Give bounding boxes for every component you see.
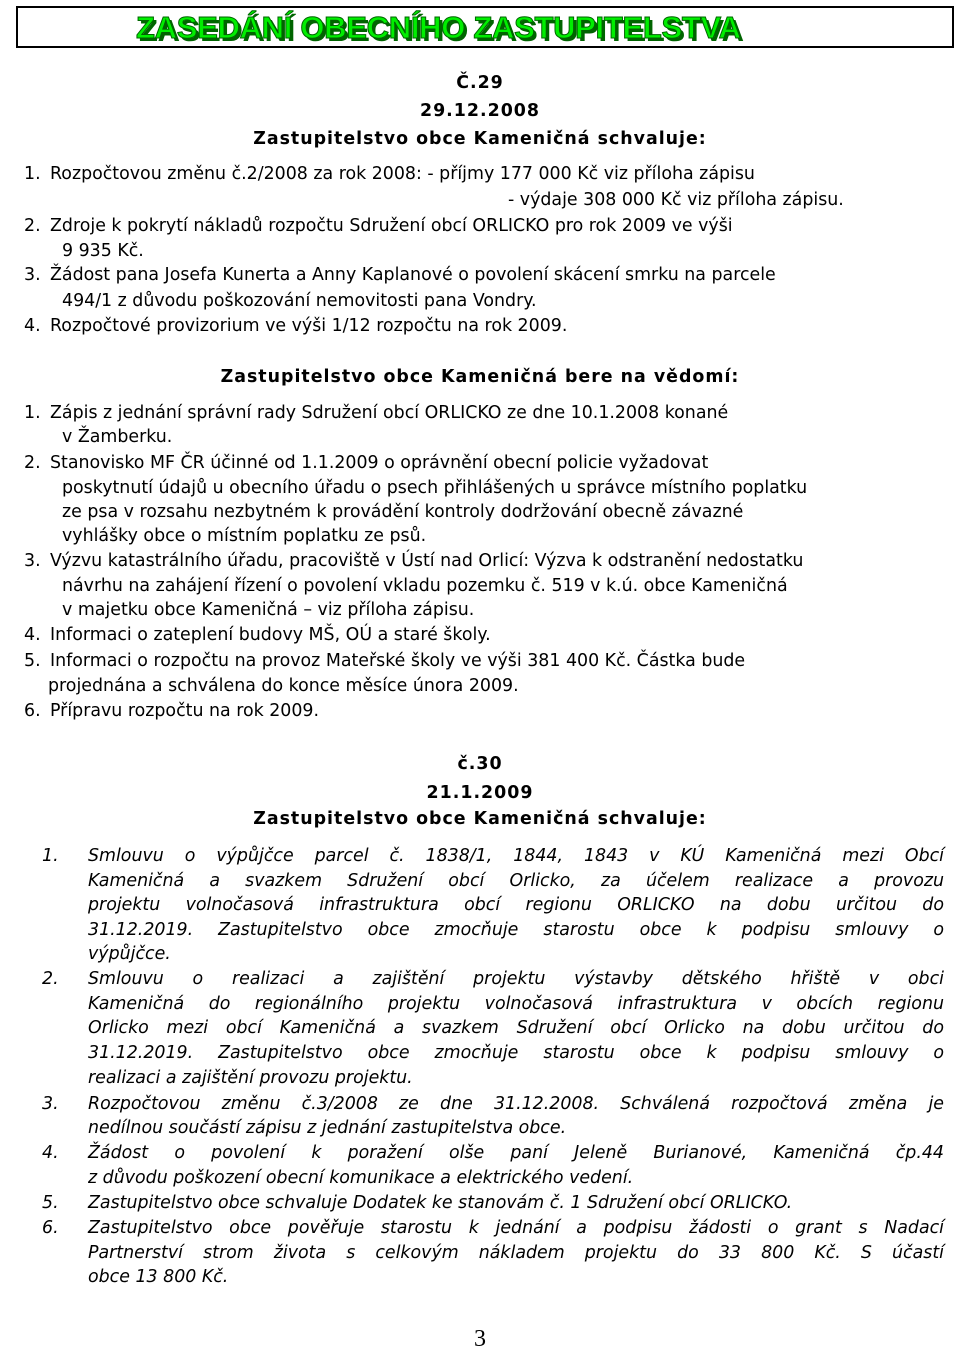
list-item-continuation: v majetku obce Kameničná – viz příloha zápisu. [62,600,475,620]
list-item: 3. Výzvu katastrálního úřadu, pracoviště v Ústí nad Orlicí: Výzva k odstranění nedostatku [24,551,804,571]
item-line: Smlouvu o výpůjčce parcel č. 1838/1, 1844, 1843 v KÚ Kameničná mezi Obcí [88,846,944,866]
list-item-continuation: poskytnutí údajů u obecního úřadu o psech přihlášených u správce místního poplatku [62,478,808,498]
session-date: 21.1.2009 [426,783,534,803]
approve-heading: Zastupitelstvo obce Kameničná schvaluje: [253,129,707,149]
list-item-continuation: 9 935 Kč. [62,241,144,261]
item-line: nedílnou součástí zápisu z jednání zastupitelstva obce. [88,1118,567,1138]
session-number: č.30 [457,754,503,774]
list-item: 1. Rozpočtovou změnu č.2/2008 za rok 2008: - příjmy 177 000 Kč viz příloha zápisu [24,164,755,184]
list-item-continuation: vyhlášky obce o místním poplatku ze psů. [62,526,427,546]
list-item: 4. Rozpočtové provizorium ve výši 1/12 rozpočtu na rok 2009. [24,316,568,336]
item-line: Zastupitelstvo obce schvaluje Dodatek ke stanovám č. 1 Sdružení obcí ORLICKO. [88,1193,793,1213]
list-item: 1. Zápis z jednání správní rady Sdružení obcí ORLICKO ze dne 10.1.2008 konané [24,403,729,423]
list-item: 3. Žádost pana Josefa Kunerta a Anny Kaplanové o povolení skácení smrku na parcele [24,265,776,285]
list-item: 2. Zdroje k pokrytí nákladů rozpočtu Sdružení obcí ORLICKO pro rok 2009 ve výši [24,216,733,236]
list-item-continuation: ze psa v rozsahu nezbytném k provádění kontroly dodržování obecně závazné [62,502,744,522]
list-item: 6. Přípravu rozpočtu na rok 2009. [24,701,319,721]
item-number: 4. [42,1143,59,1163]
item-number: 6. [42,1218,59,1238]
item-line: projektu volnočasová infrastruktura obcí regionu ORLICKO na dobu určitou do [88,895,944,915]
list-item-continuation: projednána a schválena do konce měsíce února 2009. [48,676,519,696]
list-item-continuation: v Žamberku. [62,427,173,447]
item-line: Kameničná do regionálního projektu volnočasová infrastruktura v obcích regionu [88,994,944,1014]
item-line: výpůjčce. [88,944,171,964]
item-line: realizaci a zajištění provozu projektu. [88,1068,413,1088]
page-number: 3 [474,1326,486,1352]
item-line: Rozpočtovou změnu č.3/2008 ze dne 31.12.2008. Schválená rozpočtová změna je [88,1094,944,1114]
title-banner [16,6,954,48]
list-item-continuation: - výdaje 308 000 Kč viz příloha zápisu. [508,190,844,210]
item-line: Žádost o povolení k poražení olše paní Jeleně Burianové, Kameničná čp.44 [88,1143,944,1163]
note-heading: Zastupitelstvo obce Kameničná bere na vědomí: [220,367,740,387]
item-number: 2. [42,969,59,989]
item-line: Smlouvu o realizaci a zajištění projektu výstavby dětského hřiště v obci [88,969,944,989]
item-line: obce 13 800 Kč. [88,1267,229,1287]
item-line: Zastupitelstvo obce pověřuje starostu k jednání a podpisu žádosti o grant s Nadací [88,1218,944,1238]
document-title: ZASEDÁNÍ OBECNÍHO ZASTUPITELSTVA [136,10,741,45]
item-line: 31.12.2019. Zastupitelstvo obce zmocňuje starostu obce k podpisu smlouvy o [88,1043,944,1063]
list-item-continuation: 494/1 z důvodu poškozování nemovitosti pana Vondry. [62,291,537,311]
list-item: 5. Informaci o rozpočtu na provoz Mateřské školy ve výši 381 400 Kč. Částka bude [24,651,746,671]
list-item: 4. Informaci o zateplení budovy MŠ, OÚ a staré školy. [24,625,491,645]
list-item-continuation: návrhu na zahájení řízení o povolení vkladu pozemku č. 519 v k.ú. obce Kameničná [62,576,788,596]
item-number: 5. [42,1193,59,1213]
list-item: 2. Stanovisko MF ČR účinné od 1.1.2009 o oprávnění obecní policie vyžadovat [24,453,709,473]
item-number: 3. [42,1094,59,1114]
item-line: Orlicko mezi obcí Kameničná a svazkem Sdružení obcí Orlicko na dobu určitou do [88,1018,944,1038]
item-line: Kameničná a svazkem Sdružení obcí Orlicko, za účelem realizace a provozu [88,871,944,891]
session-number: Č.29 [456,73,504,93]
item-line: 31.12.2019. Zastupitelstvo obce zmocňuje starostu obce k podpisu smlouvy o [88,920,944,940]
session-date: 29.12.2008 [419,101,541,121]
item-line: z důvodu poškození obecní komunikace a elektrického vedení. [88,1168,634,1188]
item-line: Partnerství strom života s celkovým nákladem projektu do 33 800 Kč. S účastí [88,1243,944,1263]
approve-heading: Zastupitelstvo obce Kameničná schvaluje: [253,809,707,829]
item-number: 1. [42,846,59,866]
